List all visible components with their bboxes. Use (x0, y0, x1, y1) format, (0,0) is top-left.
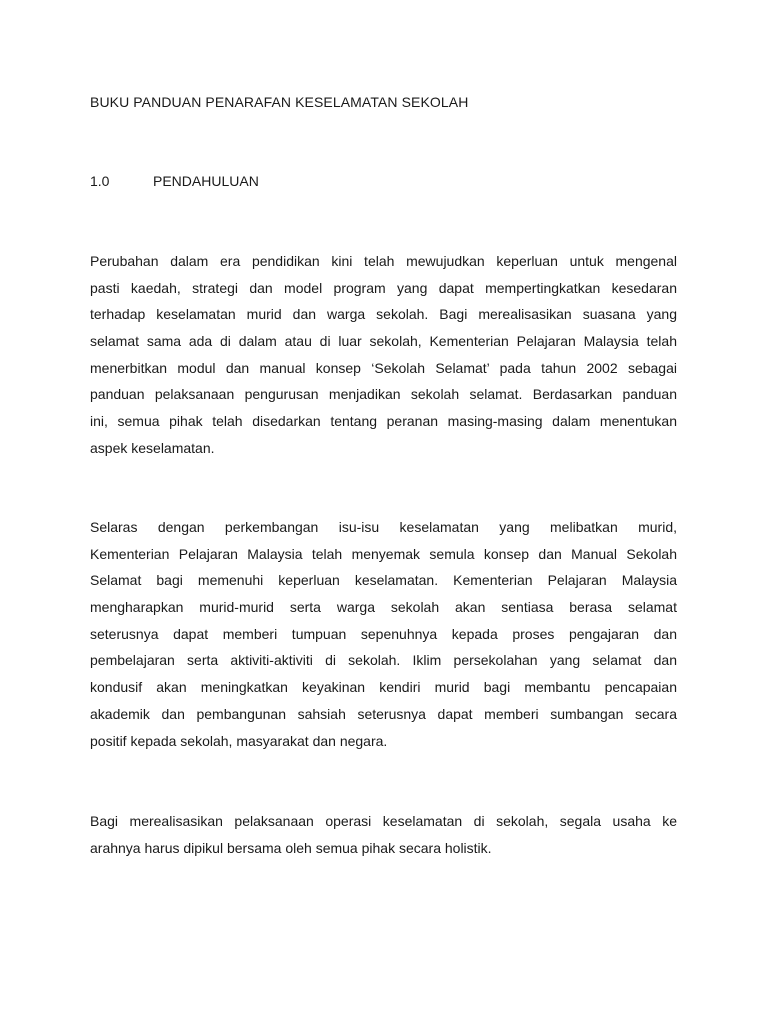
paragraph-line: aspek keselamatan. (90, 439, 215, 456)
paragraph-ministry-review (90, 514, 677, 754)
paragraph-line: Selaras dengan perkembangan isu-isu keselamatan yang melibatkan murid, (90, 519, 677, 535)
paragraph-line: akademik dan pembangunan sahsiah seterusnya dapat memberi sumbangan secara (90, 705, 677, 722)
paragraph-holistic-effort (90, 808, 677, 861)
paragraph-line: ini, semua pihak telah disedarkan tentang peranan masing-masing dalam menentukan (90, 413, 677, 430)
paragraph-line: kondusif akan meningkatkan keyakinan kendiri murid bagi membantu pencapaian (90, 679, 677, 696)
section-number: 1.0 (90, 173, 110, 189)
paragraph-line: menerbitkan modul dan manual konsep ‘Sekolah Selamat’ pada tahun 2002 sebagai (90, 359, 677, 376)
paragraph-line: arahnya harus dipikul bersama oleh semua pihak secara holistik. (90, 839, 492, 856)
section-title: PENDAHULUAN (153, 173, 259, 189)
paragraph-introduction (90, 248, 677, 462)
paragraph-line: positif kepada sekolah, masyarakat dan negara. (90, 732, 388, 749)
document-title: BUKU PANDUAN PENARAFAN KESELAMATAN SEKOLAH (90, 94, 469, 110)
paragraph-line: panduan pelaksanaan pengurusan menjadikan sekolah selamat. Berdasarkan panduan (90, 386, 677, 403)
paragraph-line: pasti kaedah, strategi dan model program yang dapat mempertingkatkan kesedaran (90, 279, 677, 296)
paragraph-line: mengharapkan murid-murid serta warga sekolah akan sentiasa berasa selamat (90, 599, 677, 616)
paragraph-line: Selamat bagi memenuhi keperluan keselamatan. Kementerian Pelajaran Malaysia (90, 572, 677, 589)
paragraph-line: pembelajaran serta aktiviti-aktiviti di sekolah. Iklim persekolahan yang selamat dan (90, 652, 677, 669)
paragraph-line: Bagi merealisasikan pelaksanaan operasi keselamatan di sekolah, segala usaha ke (90, 813, 677, 829)
paragraph-line: Kementerian Pelajaran Malaysia telah menyemak semula konsep dan Manual Sekolah (90, 545, 677, 562)
paragraph-line: selamat sama ada di dalam atau di luar sekolah, Kementerian Pelajaran Malaysia telah (90, 333, 677, 350)
paragraph-line: Perubahan dalam era pendidikan kini telah mewujudkan keperluan untuk mengenal (90, 253, 677, 269)
paragraph-line: terhadap keselamatan murid dan warga sekolah. Bagi merealisasikan suasana yang (90, 306, 677, 323)
paragraph-line: seterusnya dapat memberi tumpuan sepenuhnya kepada proses pengajaran dan (90, 625, 677, 642)
section-heading (90, 172, 259, 190)
